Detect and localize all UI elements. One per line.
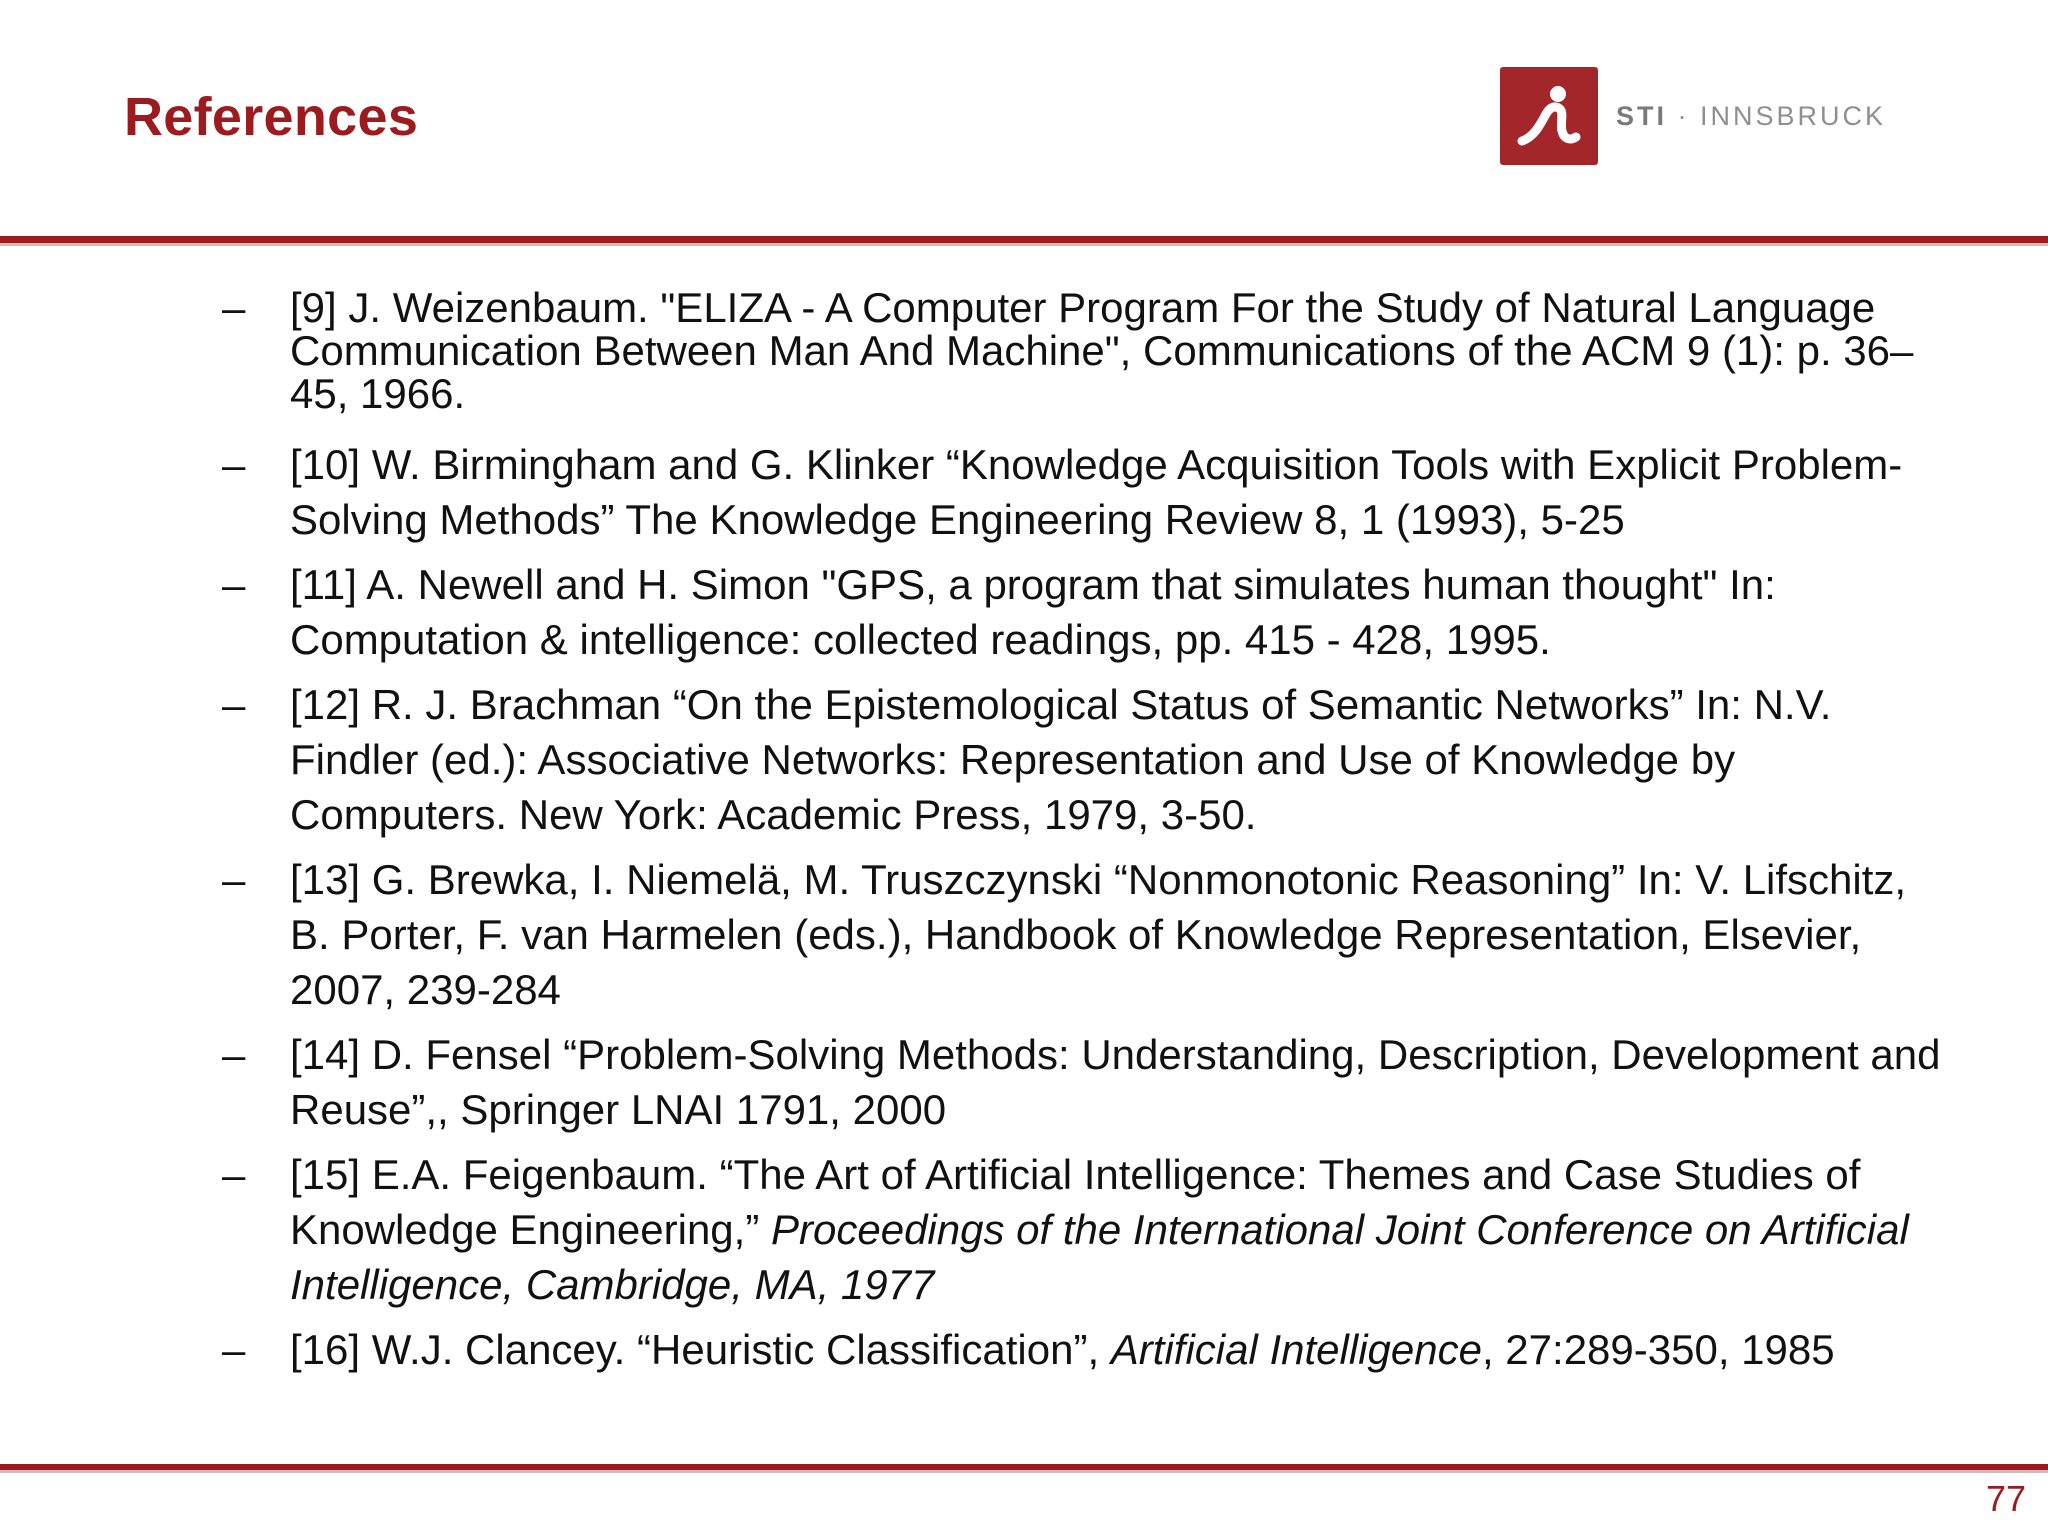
slide-title: References [124,87,419,147]
header-divider-shadow [0,243,2048,246]
reference-item [222,1322,1942,1377]
reference-text: [10] W. Birmingham and G. Klinker “Knowledge Acquisition Tools with Explicit Problem-Solving Methods” The Knowledge Engineering Review 8, 1 (1993), 5-25 [290,441,1903,543]
logo-wordmark [1616,101,1886,132]
logo-sti: STI [1616,100,1668,131]
page-number: 77 [1985,1478,2026,1519]
reference-item [222,286,1942,415]
reference-list [222,286,1942,1387]
reference-text: [16] W.J. Clancey. “Heuristic Classification”, [290,1326,1111,1373]
reference-italic: Proceedings of the International Joint Conference on Artificial Intelligence, Cambridge, MA, 1977 [290,1206,1909,1308]
bullet-dash: – [222,681,246,728]
sti-innsbruck-logo [1500,67,1886,165]
logo-separator: · [1667,100,1701,131]
header-divider [0,236,2048,243]
footer-divider-shadow [0,1470,2048,1473]
logo-innsbruck: INNSBRUCK [1700,100,1887,131]
reference-text: [15] E.A. Feigenbaum. “The Art of Artificial Intelligence: Themes and Case Studies of Knowledge Engineering,” [290,1151,1861,1253]
reference-item [222,437,1942,547]
bullet-dash: – [222,441,246,488]
reference-item [222,1027,1942,1137]
bullet-dash: – [222,1031,246,1078]
bullet-dash: – [222,561,246,608]
bullet-dash: – [222,856,246,903]
reference-text: [12] R. J. Brachman “On the Epistemological Status of Semantic Networks” In: N.V. Findler (ed.): Associative Networks: Representation and Use of Knowledge by Computers. New York: Academic Press, 1979, 3-50. [290,681,1832,838]
reference-text: [11] A. Newell and H. Simon "GPS, a program that simulates human thought" In: Computation & intelligence: collected readings, pp. 415 - 428, 1995. [290,561,1776,663]
reference-item [222,1147,1942,1312]
reference-italic: Artificial Intelligence [1110,1326,1482,1373]
reference-text: [13] G. Brewka, I. Niemelä, M. Truszczynski “Nonmonotonic Reasoning” In: V. Lifschitz, B. Porter, F. van Harmelen (eds.), Handbook of Knowledge Representation, Elsevier, 2007, 239-284 [290,856,1907,1013]
reference-item [222,557,1942,667]
sti-logo-icon [1500,67,1598,165]
reference-text: [9] J. Weizenbaum. "ELIZA - A Computer Program For the Study of Natural Language Communication Between Man And Machine", Communications of the ACM 9 (1): p. 36–45, 1966. [290,284,1914,417]
bullet-dash: – [222,284,246,331]
reference-tail: , 27:289-350, 1985 [1481,1326,1835,1373]
reference-item [222,677,1942,842]
bullet-dash: – [222,1151,246,1198]
reference-text: [14] D. Fensel “Problem-Solving Methods: Understanding, Description, Development and Reuse”,, Springer LNAI 1791, 2000 [290,1031,1941,1133]
reference-item [222,852,1942,1017]
bullet-dash: – [222,1326,246,1373]
